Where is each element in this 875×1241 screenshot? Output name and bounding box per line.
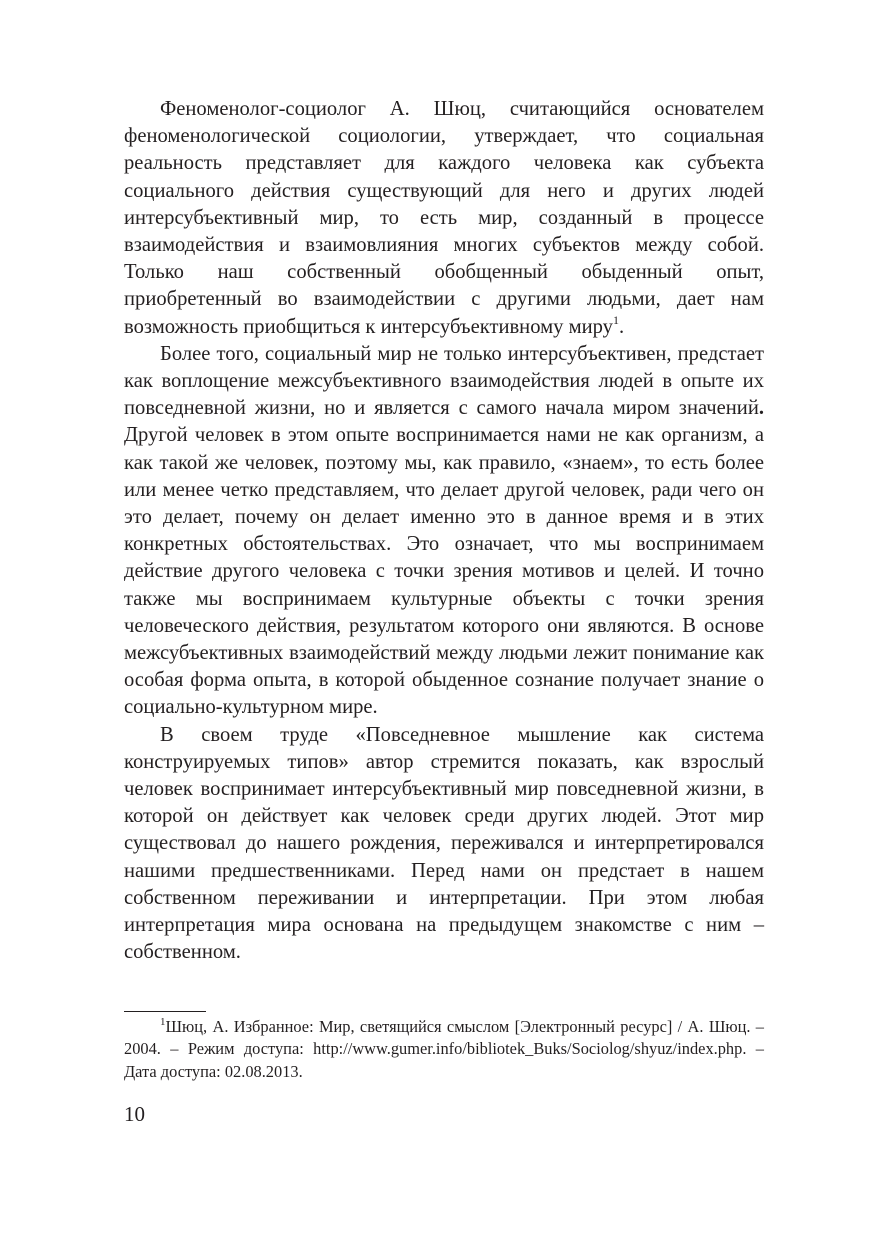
- paragraph-1-text: Феноменолог-социолог А. Шюц, считающийся основателем феноменологической социологии, утверждает, что социальная реальность представляет для каждого человека как субъекта социального действия существующий для него и других людей интерсубъективный мир, то есть мир, созданный в процессе взаимодействия и взаимовлияния многих субъектов между собой. Только наш собственный обобщенный обыденный опыт, приобретенный во взаимодействии с другими людьми, дает нам возможность приобщиться к интерсубъективному миру: [124, 98, 764, 338]
- paragraph-2: [124, 341, 764, 722]
- paragraph-3-text: В своем труде «Повседневное мышление как система конструируемых типов» автор стремится показать, как взрослый человек воспринимает интерсубъективный мир повседневной жизни, в которой он действует как человек среди других людей. Этот мир существовал до нашего рождения, переживался и интерпретировался нашими предшественниками. Перед нами он предстает в нашем собственном переживании и интерпретации. При этом любая интерпретация мира основана на предыдущем знакомстве с ним – собственном.: [124, 723, 764, 964]
- paragraph-1: [124, 96, 764, 341]
- page-number: 10: [124, 1102, 145, 1126]
- main-text: [124, 96, 764, 967]
- paragraph-2-text-end: Другой человек в этом опыте воспринимается нами не как организм, а как такой же человек, поэтому мы, как правило, «знаем», то есть более или менее четко представляем, что делает другой человек, ради чего он это делает, почему он делает именно это в данное время и в этих конкретных обстоятельствах. Это означает, что мы воспринимаем действие другого человека с точки зрения мотивов и целей. И точно также мы воспринимаем культурные объекты с точки зрения человеческого действия, результатом которого они являются. В основе межсубъективных взаимодействий между людьми лежит понимание как особая форма опыта, в которой обыденное сознание получает знание о социально-культурном мире.: [124, 424, 764, 719]
- footnote-divider: [124, 1011, 206, 1012]
- paragraph-2-bold-period: .: [758, 397, 764, 420]
- paragraph-2-text-start: Более того, социальный мир не только интерсубъективен, предстает как воплощение межсубъективного взаимодействия людей в опыте их повседневной жизни, но и является с самого начала миром значений: [124, 342, 764, 420]
- footnote-reference: 1: [612, 312, 619, 327]
- paragraph-1-tail: .: [618, 315, 625, 338]
- footnote: [124, 1016, 764, 1083]
- footnote-text: Шюц, А. Избранное: Мир, светящийся смыслом [Электронный ресурс] / А. Шюц. – 2004. – Режим доступа: http://www.gumer.info/bibliotek_Buks/Sociolog/shyuz/index.php. – Дата доступа: 02.08.2013.: [124, 1017, 764, 1081]
- footnote-number: 1: [160, 1016, 166, 1028]
- paragraph-3: [124, 722, 764, 967]
